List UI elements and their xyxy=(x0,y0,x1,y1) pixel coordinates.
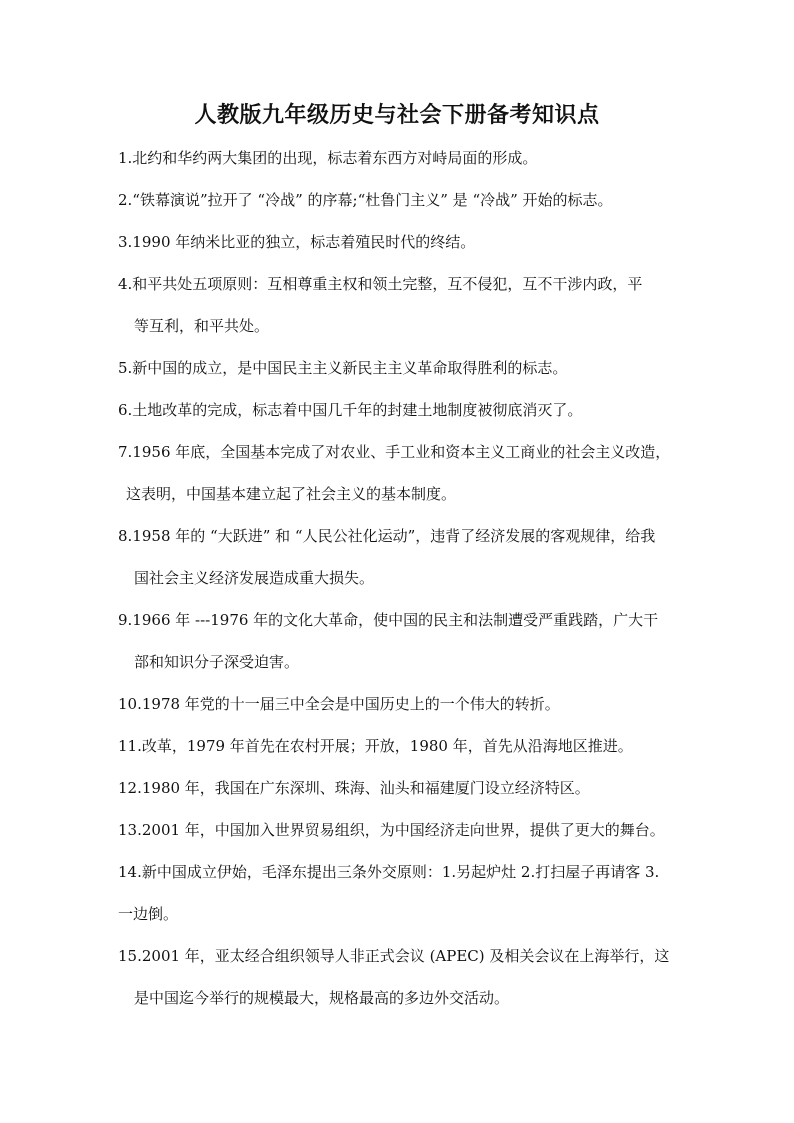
point-7: 7.1956 年底，全国基本完成了对农业、手工业和资本主义工商业的社会主义改造， xyxy=(118,443,671,461)
point-12: 12.1980 年，我国在广东深圳、珠海、汕头和福建厦门设立经济特区。 xyxy=(118,779,590,797)
point-2: 2.“铁幕演说”拉开了 “冷战” 的序幕;“杜鲁门主义” 是 “冷战” 开始的标志。 xyxy=(118,191,613,209)
point-13: 13.2001 年，中国加入世界贸易组织，为中国经济走向世界，提供了更大的舞台。 xyxy=(118,821,665,839)
point-10: 10.1978 年党的十一届三中全会是中国历史上的一个伟大的转折。 xyxy=(118,695,560,713)
point-5: 5.新中国的成立，是中国民主主义新民主主义革命取得胜利的标志。 xyxy=(118,359,568,377)
point-15-continued: 是中国迄今举行的规模最大，规格最高的多边外交活动。 xyxy=(134,989,510,1007)
point-14: 14.新中国成立伊始，毛泽东提出三条外交原则：1.另起炉灶 2.打扫屋子再请客 3. xyxy=(118,863,660,881)
document-title: 人教版九年级历史与社会下册备考知识点 xyxy=(194,102,600,128)
point-8-continued: 国社会主义经济发展造成重大损失。 xyxy=(134,569,375,587)
point-15: 15.2001 年，亚太经合组织领导人非正式会议 (APEC) 及相关会议在上海举行，这 xyxy=(118,947,670,965)
point-3: 3.1990 年纳米比亚的独立，标志着殖民时代的终结。 xyxy=(118,233,476,251)
point-9: 9.1966 年 ---1976 年的文化大革命，使中国的民主和法制遭受严重践踏，广大干 xyxy=(118,611,659,629)
point-4-continued: 等互利，和平共处。 xyxy=(134,317,270,335)
point-14-continued: 一边倒。 xyxy=(118,905,179,923)
point-9-continued: 部和知识分子深受迫害。 xyxy=(134,653,300,671)
point-7-continued: 这表明，中国基本建立起了社会主义的基本制度。 xyxy=(126,485,457,503)
point-8: 8.1958 年的 “大跃进” 和 “人民公社化运动”，违背了经济发展的客观规律，给我 xyxy=(118,527,656,545)
point-1: 1.北约和华约两大集团的出现，标志着东西方对峙局面的形成。 xyxy=(118,149,538,167)
point-4: 4.和平共处五项原则：互相尊重主权和领土完整，互不侵犯，互不干涉内政，平 xyxy=(118,275,643,293)
point-6: 6.土地改革的完成，标志着中国几千年的封建土地制度被彻底消灭了。 xyxy=(118,401,583,419)
point-11: 11.改革，1979 年首先在农村开展；开放，1980 年，首先从沿海地区推进。 xyxy=(118,737,633,755)
